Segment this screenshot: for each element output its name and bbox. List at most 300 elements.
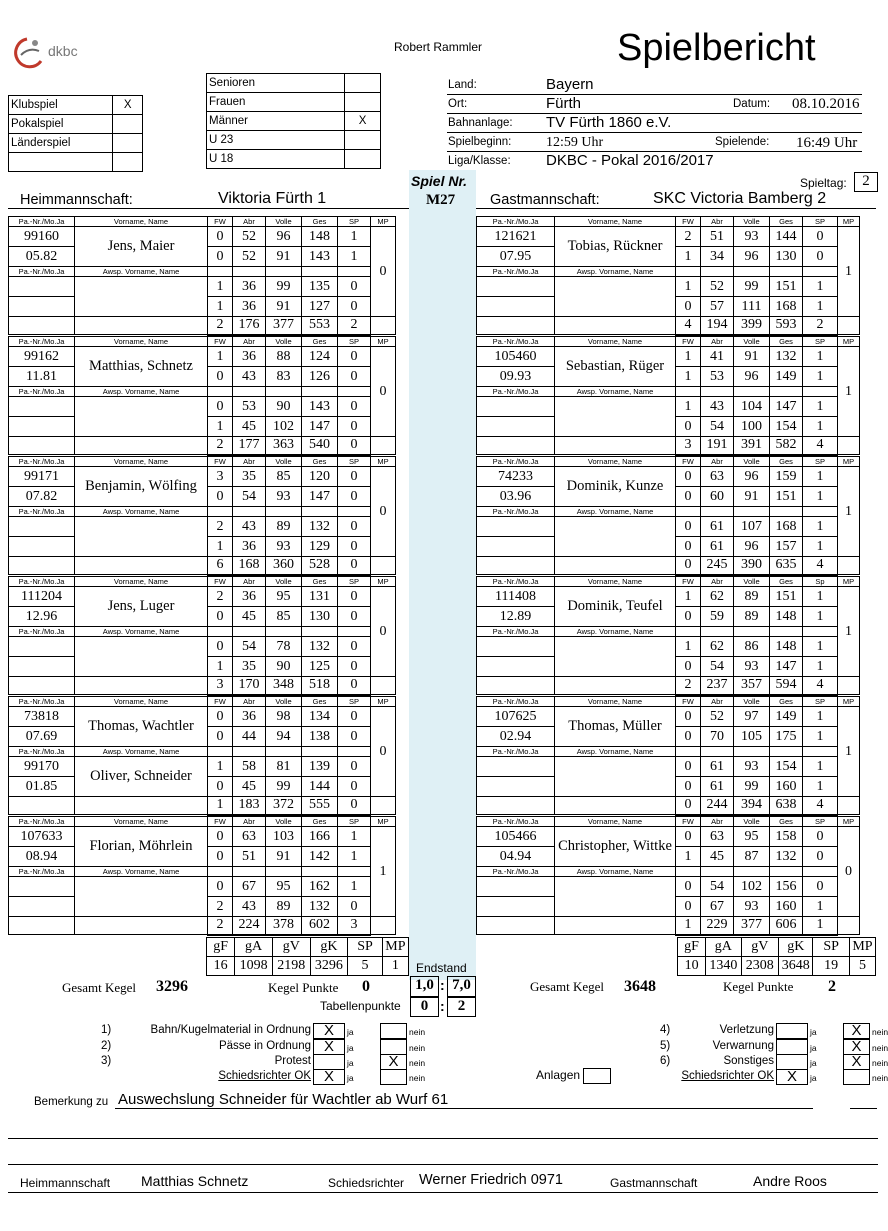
total-cell: 0 [338,437,371,455]
score-cell: 99 [266,277,302,297]
blank-cell [371,677,396,695]
score-cell: 143 [302,397,338,417]
score-cell: 0 [676,517,701,537]
score-cell: 60 [701,487,734,507]
category-mark[interactable] [345,93,381,112]
category-label: Senioren [207,74,345,93]
sp-header: SP [338,337,371,347]
ges-header: Ges [770,217,803,227]
total-cell: 594 [770,677,803,695]
blank-cell [477,677,555,695]
fw-header: FW [208,337,233,347]
tab-home: 0 [410,997,439,1017]
guest-player-block [476,576,860,696]
check-nein-box[interactable]: X [843,1054,870,1070]
header-row [9,457,396,467]
totals-value: 1340 [706,957,741,976]
totals-value: 3648 [779,957,813,976]
logo-text: dkbc [48,43,78,59]
score-cell: 104 [734,397,770,417]
total-cell: 606 [770,917,803,935]
liga-value: DKBC - Pokal 2016/2017 [546,152,714,169]
check-ja-box[interactable]: X [313,1039,345,1055]
total-cell: 0 [338,797,371,815]
score-cell: 0 [208,727,233,747]
score-cell: 1 [803,417,838,437]
score-cell: 1 [803,607,838,627]
check-nein-box[interactable] [380,1069,407,1085]
substitute-header-row [477,867,860,877]
score-cell: 96 [734,537,770,557]
score-cell: 1 [676,247,701,267]
score-cell: 61 [701,777,734,797]
throw-row [477,757,860,777]
check-ja-box[interactable] [776,1023,808,1039]
sp-header: SP [338,457,371,467]
score-cell: 90 [266,397,302,417]
total-cell: 4 [676,317,701,335]
score-cell: 95 [266,587,302,607]
total-cell: 0 [676,557,701,575]
sp-header: SP [338,217,371,227]
score-cell: 1 [208,417,233,437]
sub-pass [477,397,555,417]
sub-pass [477,877,555,897]
score-cell: 0 [338,607,371,627]
blank-cell [208,507,233,517]
score-cell: 44 [233,727,266,747]
total-cell: 0 [338,677,371,695]
pass-header: Pa.-Nr./Mo.Ja [9,387,75,397]
totals-value: 1098 [235,957,273,976]
guest-totals [677,937,876,976]
score-cell: 52 [233,227,266,247]
category-label: U 23 [207,131,345,150]
category-mark[interactable] [345,131,381,150]
game-type-mark[interactable] [113,134,143,153]
total-cell: 0 [338,557,371,575]
total-cell: 399 [734,317,770,335]
blank-cell [701,387,734,397]
score-cell: 156 [770,877,803,897]
category-mark[interactable] [345,74,381,93]
blank-cell [233,267,266,277]
sp-header: SP [803,697,838,707]
anlagen-box[interactable] [583,1068,611,1084]
sign-gast: Andre Roos [753,1173,827,1189]
total-cell: 377 [266,317,302,335]
player-moja: 03.96 [477,487,555,507]
player-name: Dominik, Kunze [555,467,676,507]
throw-row [477,827,860,847]
score-cell: 0 [208,227,233,247]
score-cell: 138 [302,727,338,747]
check-nein-box[interactable] [843,1069,870,1085]
total-cell: 602 [302,917,338,935]
score-cell: 67 [233,877,266,897]
game-type-table [8,95,143,172]
blank-cell [803,747,838,757]
mp-header: MP [838,817,860,827]
blank-cell [477,557,555,575]
total-cell: 168 [233,557,266,575]
totals-header: SP [348,938,383,957]
check-nein-box[interactable]: X [843,1039,870,1055]
sub-moja [477,897,555,917]
category-row [207,112,381,131]
total-row [9,797,396,815]
volle-header: Volle [266,577,302,587]
score-cell: 1 [676,637,701,657]
fw-header: FW [208,217,233,227]
totals-header-row [678,938,876,957]
category-label: U 18 [207,150,345,169]
total-cell: 224 [233,917,266,935]
score-cell: 154 [770,757,803,777]
mp-header: MP [371,697,396,707]
total-cell: 1 [676,917,701,935]
sub-pass [9,877,75,897]
sub-pass [9,397,75,417]
ort-label: Ort: [448,98,468,110]
total-cell: 2 [676,677,701,695]
score-cell: 43 [233,897,266,917]
check-nein-box[interactable]: X [843,1023,870,1039]
score-cell: 0 [338,777,371,797]
blank-cell [555,797,676,815]
total-cell: 2 [208,317,233,335]
guest-player-block [476,696,860,816]
sub-name [555,277,676,317]
blank-cell [477,317,555,335]
kegelpunkte-guest-value: 2 [828,978,836,995]
nein-label: nein [409,1043,426,1053]
total-cell: 176 [233,317,266,335]
sub-pass [9,637,75,657]
volle-header: Volle [734,217,770,227]
blank-cell [371,797,396,815]
score-cell: 139 [302,757,338,777]
score-cell: 1 [676,397,701,417]
pass-header: Pa.-Nr./Mo.Ja [477,627,555,637]
score-cell: 43 [233,517,266,537]
blank-cell [9,677,75,695]
fw-header: FW [208,817,233,827]
sub-moja [9,657,75,677]
total-cell: 555 [302,797,338,815]
blank-cell [477,797,555,815]
blank-cell [371,557,396,575]
total-cell: 582 [770,437,803,455]
check-number: 1) [101,1024,112,1036]
blank-cell [9,437,75,455]
abr-header: Abr [701,817,734,827]
score-cell: 102 [734,877,770,897]
score-cell: 52 [701,707,734,727]
score-cell: 78 [266,637,302,657]
ort-row [447,95,862,114]
pass-header: Pa.-Nr./Mo.Ja [9,577,75,587]
ges-header: Ges [302,217,338,227]
throw-row [9,707,396,727]
category-mark[interactable]: X [345,112,381,131]
sub-moja [477,537,555,557]
category-row [207,131,381,150]
name-header: Vorname, Name [75,577,208,587]
player-mp: 0 [371,467,396,557]
score-cell: 1 [803,367,838,387]
mp-header: MP [371,817,396,827]
score-cell: 0 [338,707,371,727]
spiel-nr-value: M27 [426,192,456,208]
blank-cell [338,387,371,397]
score-cell: 166 [302,827,338,847]
category-mark[interactable] [345,150,381,169]
score-cell: 86 [734,637,770,657]
blank-cell [266,867,302,877]
pass-header: Pa.-Nr./Mo.Ja [477,697,555,707]
score-cell: 1 [803,637,838,657]
spiel-nr-box [409,170,476,980]
fw-header: FW [676,337,701,347]
land-label: Land: [448,79,477,91]
header-row [477,217,860,227]
score-cell: 160 [770,777,803,797]
player-pass: 74233 [477,467,555,487]
check-ja-box[interactable]: X [776,1069,808,1085]
player-name: Jens, Maier [75,227,208,267]
player-moja: 08.94 [9,847,75,867]
heim-label: Heimmannschaft: [20,192,133,208]
name-header: Vorname, Name [555,577,676,587]
total-cell: 540 [302,437,338,455]
home-player-block [8,576,396,696]
game-type-mark[interactable] [113,115,143,134]
total-cell: 229 [701,917,734,935]
sub-moja [477,297,555,317]
score-cell: 0 [338,487,371,507]
awsp-header: Awsp. Vorname, Name [75,627,208,637]
player-moja: 04.94 [477,847,555,867]
score-cell: 0 [676,487,701,507]
player-mp: 0 [838,827,860,917]
score-cell: 36 [233,347,266,367]
blank-cell [75,557,208,575]
mp-header: MP [371,217,396,227]
score-cell: 100 [734,417,770,437]
player-mp: 0 [371,707,396,797]
name-header: Vorname, Name [75,337,208,347]
score-cell: 0 [338,637,371,657]
pass-header: Pa.-Nr./Mo.Ja [477,867,555,877]
volle-header: Volle [266,817,302,827]
total-cell: 1 [208,797,233,815]
throw-row [9,587,396,607]
check-ja-box[interactable]: X [313,1023,345,1039]
player-moja: 07.69 [9,727,75,747]
blank-cell [9,917,75,935]
score-cell: 126 [302,367,338,387]
check-label: Verletzung [719,1024,774,1036]
blank-cell [302,627,338,637]
totals-header: gV [741,938,779,957]
blank-cell [701,627,734,637]
throw-row [9,227,396,247]
name-header: Vorname, Name [555,337,676,347]
total-cell: 194 [701,317,734,335]
total-row [477,917,860,935]
heim-team: Viktoria Fürth 1 [218,190,327,207]
sp-header: SP [338,817,371,827]
score-cell: 0 [676,727,701,747]
pass-header: Pa.-Nr./Mo.Ja [9,817,75,827]
score-cell: 83 [266,367,302,387]
score-cell: 0 [208,707,233,727]
nein-label: nein [409,1073,426,1083]
player-pass: 99171 [9,467,75,487]
total-row [9,677,396,695]
totals-header: SP [813,938,849,957]
game-type-mark[interactable]: X [113,96,143,115]
throw-row [477,397,860,417]
score-cell: 45 [701,847,734,867]
score-cell: 2 [208,587,233,607]
score-cell: 89 [734,587,770,607]
totals-value: 2198 [272,957,310,976]
pass-header: Pa.-Nr./Mo.Ja [477,387,555,397]
ges-header: Ges [770,577,803,587]
score-cell: 158 [770,827,803,847]
throw-row [477,467,860,487]
game-type-mark[interactable] [113,153,143,172]
check-ja-box[interactable]: X [313,1069,345,1085]
player-mp: 0 [371,347,396,437]
bemerkung-label: Bemerkung zu [34,1096,109,1108]
score-cell: 1 [803,707,838,727]
total-cell: 177 [233,437,266,455]
ja-label: ja [810,1027,817,1037]
totals-value: 5 [348,957,383,976]
throw-row [9,467,396,487]
blank-cell [338,507,371,517]
sub-name [75,877,208,917]
land-row [447,76,862,95]
player-mp: 1 [838,347,860,437]
score-cell: 96 [266,227,302,247]
check-nein-box[interactable]: X [380,1054,407,1070]
blank-cell [233,387,266,397]
awsp-header: Awsp. Vorname, Name [75,387,208,397]
score-cell: 102 [266,417,302,437]
mp-header: MP [371,577,396,587]
blank-cell [338,627,371,637]
total-row [477,557,860,575]
blank-cell [676,747,701,757]
nein-label: nein [872,1043,888,1053]
pass-header: Pa.-Nr./Mo.Ja [477,457,555,467]
score-cell: 61 [701,517,734,537]
blank-cell [75,917,208,935]
player-pass: 111408 [477,587,555,607]
blank-cell [676,867,701,877]
player-moja: 12.89 [477,607,555,627]
abr-header: Abr [233,697,266,707]
total-cell: 3 [208,677,233,695]
check-number: 4) [660,1024,671,1036]
score-cell: 1 [803,467,838,487]
ort-value: Fürth [546,95,582,112]
total-row [9,557,396,575]
throw-row [477,347,860,367]
score-cell: 151 [770,277,803,297]
ges-header: Ges [302,697,338,707]
sub-pass [9,277,75,297]
score-cell: 52 [701,277,734,297]
bahn-row [447,114,862,133]
kegelpunkte-guest-label: Kegel Punkte [723,979,794,994]
score-cell: 0 [208,367,233,387]
blank-cell [734,507,770,517]
score-cell: 53 [233,397,266,417]
gast-label: Gastmannschaft: [490,192,600,208]
ende-value: 16:49 Uhr [796,135,858,151]
blank-cell [266,747,302,757]
score-cell: 54 [701,657,734,677]
score-cell: 99 [734,277,770,297]
score-cell: 1 [676,367,701,387]
check-ja-box[interactable] [776,1039,808,1055]
score-cell: 0 [676,827,701,847]
score-cell: 88 [266,347,302,367]
score-cell: 1 [208,347,233,367]
score-cell: 0 [338,517,371,537]
blank-cell [770,627,803,637]
score-cell: 105 [734,727,770,747]
abr-header: Abr [701,577,734,587]
player-mp: 1 [838,227,860,317]
totals-value: 16 [207,957,235,976]
category-row [207,74,381,93]
player-name: Matthias, Schnetz [75,347,208,387]
blank-cell [302,507,338,517]
game-type-row [9,134,143,153]
gesamt-guest-value: 3648 [624,978,656,995]
score-cell: 0 [208,777,233,797]
blank-cell [838,317,860,335]
player-pass: 73818 [9,707,75,727]
sign-gast-label: Gastmannschaft [610,1176,698,1190]
volle-header: Volle [734,457,770,467]
fw-header: FW [676,577,701,587]
totals-value: 3296 [310,957,348,976]
total-cell: 245 [701,557,734,575]
guest-player-block [476,456,860,576]
total-cell: 0 [676,797,701,815]
score-cell: 125 [302,657,338,677]
ges-header: Ges [302,577,338,587]
score-cell: 0 [803,827,838,847]
totals-header: gV [272,938,310,957]
total-cell: 4 [803,797,838,815]
throw-row [477,707,860,727]
totals-header: gF [678,938,706,957]
check-nein-box[interactable] [380,1023,407,1039]
score-cell: 0 [208,877,233,897]
sub-pass: 99170 [9,757,75,777]
substitute-header-row [9,387,396,397]
category-label: Frauen [207,93,345,112]
score-cell: 54 [701,417,734,437]
